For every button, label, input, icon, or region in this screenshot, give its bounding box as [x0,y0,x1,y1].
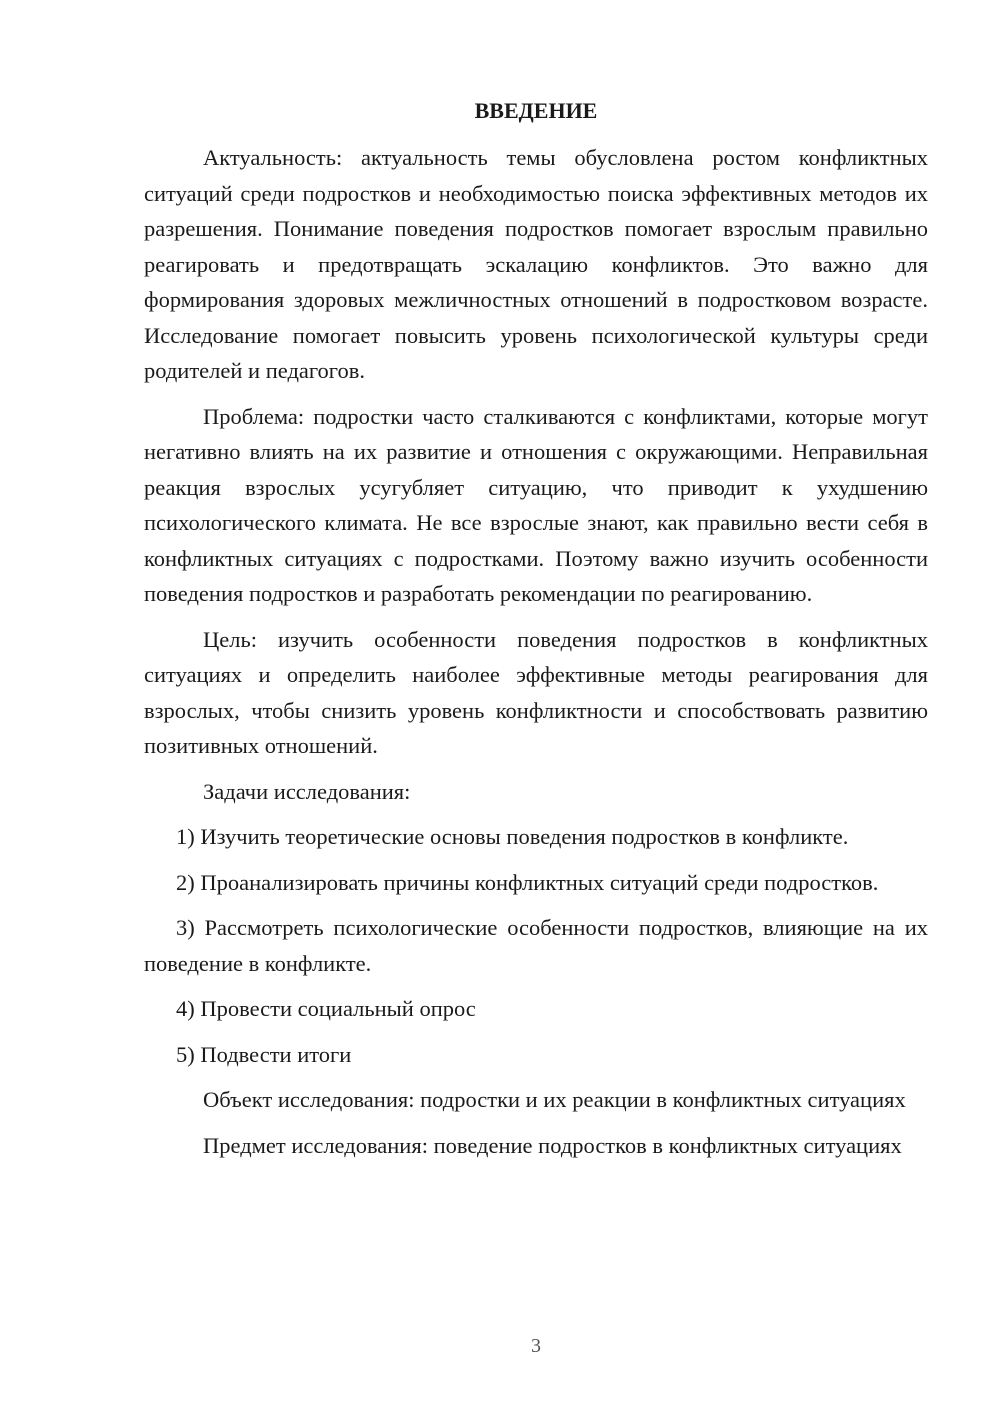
goal-paragraph: Цель: изучить особенности поведения подростков в конфликтных ситуациях и определить наиболее эффективные методы реагирования для взрослых, чтобы снизить уровень конфликтности и способствовать развитию позитивных отношений. [144,626,928,758]
task-item: 1) Изучить теоретические основы поведения подростков в конфликте. [176,824,849,849]
page-number: 3 [531,1335,541,1357]
research-object-paragraph: Объект исследования: подростки и их реакции в конфликтных ситуациях [203,1087,906,1112]
problem-paragraph: Проблема: подростки часто сталкиваются с конфликтами, которые могут негативно влиять на их развитие и отношения с окружающими. Неправильная реакция взрослых усугубляет ситуацию, что приводит к ухудшению психологического климата. Не все взрослые знают, как правильно вести себя в конфликтных ситуациях с подростками. Поэтому важно изучить особенности поведения подростков и разработать рекомендации по реагированию. [144,403,928,606]
research-subject-paragraph: Предмет исследования: поведение подростков в конфликтных ситуациях [203,1132,902,1158]
task-item: 4) Провести социальный опрос [176,996,476,1021]
task-item: 5) Подвести итоги [176,1041,352,1067]
section-title: ВВЕДЕНИЕ [474,98,598,123]
task-item: 3) Рассмотреть психологические особенности подростков, влияющие на их поведение в конфликте. [144,915,928,976]
task-item: 2) Проанализировать причины конфликтных ситуаций среди подростков. [176,869,879,895]
relevance-paragraph: Актуальность: актуальность темы обусловлена ростом конфликтных ситуаций среди подростков и необходимостью поиска эффективных методов их разрешения. Понимание поведения подростков помогает взрослым правильно реагировать и предотвращать эскалацию конфликтов. Это важно для формирования здоровых межличностных отношений в подростковом возрасте. Исследование помогает повысить уровень психологической культуры среди родителей и педагогов. [144,145,928,383]
document-page [144,96,928,1173]
tasks-heading: Задачи исследования: [203,778,411,804]
